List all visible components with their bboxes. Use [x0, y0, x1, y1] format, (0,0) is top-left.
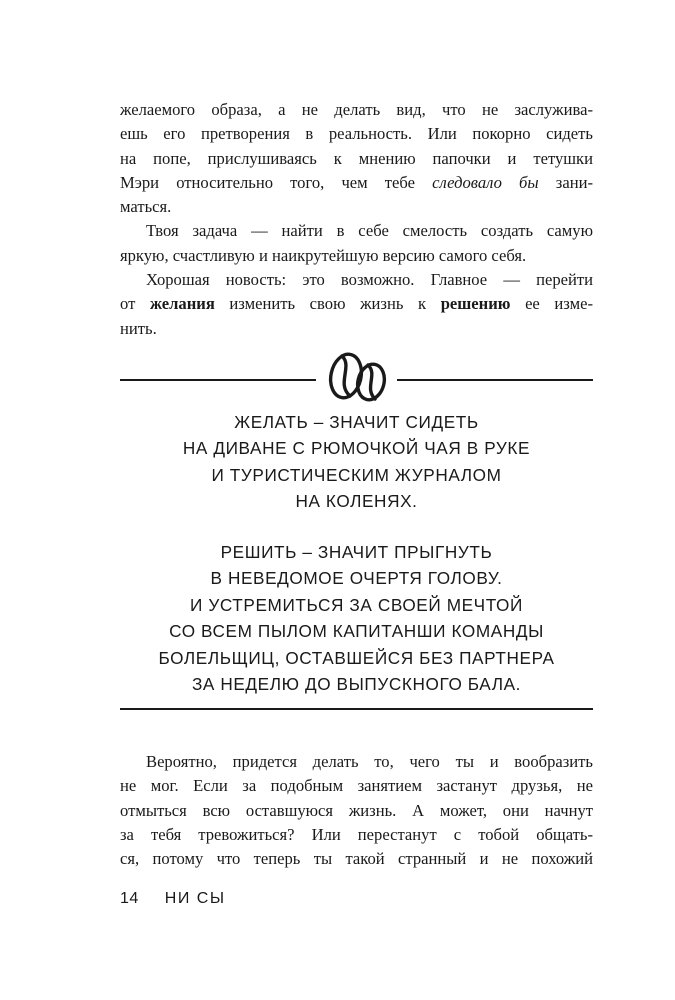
body-text-bottom — [120, 750, 593, 871]
text-line: на попе, прислушиваясь к мнению папочки и тетушки — [120, 148, 593, 168]
quote-line: РЕШИТЬ – ЗНАЧИТ ПРЫГНУТЬ — [220, 542, 493, 562]
text-line: Твоя задача — найти в себе смелость создать самую — [146, 221, 593, 241]
quote-line: ЖЕЛАТЬ – ЗНАЧИТ СИДЕТЬ — [234, 412, 479, 432]
text-run: Мэри относительно того, чем тебе — [120, 172, 433, 192]
quote-line: НА КОЛЕНЯХ. — [295, 491, 418, 512]
text-line — [120, 171, 593, 195]
text-run: ее изме- — [510, 294, 593, 314]
text-line: за тебя тревожиться? Или перестанут с тобой общать- — [120, 824, 593, 844]
divider-rule-right — [397, 379, 593, 381]
text-line: маться. — [120, 197, 172, 217]
divider-rule-left — [120, 379, 316, 381]
text-line: ся, потому что теперь ты такой странный и не похожий — [120, 849, 593, 869]
coffee-beans-icon — [322, 350, 392, 406]
text-line — [120, 292, 593, 316]
bold-text: решению — [440, 294, 511, 314]
quote-bottom-rule — [120, 708, 593, 710]
quote-line: И ТУРИСТИЧЕСКИМ ЖУРНАЛОМ — [211, 464, 502, 485]
text-line: отмыться всю оставшуюся жизнь. А может, они начнут — [120, 800, 593, 820]
body-text-top — [120, 98, 593, 341]
quote-block-decide — [120, 539, 593, 697]
ornament-divider — [120, 350, 593, 410]
text-line: не мог. Если за подобным занятием застанут друзья, не — [120, 776, 593, 796]
quote-line: ЗА НЕДЕЛЮ ДО ВЫПУСКНОГО БАЛА. — [191, 673, 522, 694]
quote-line: В НЕВЕДОМОЕ ОЧЕРТЯ ГОЛОВУ. — [210, 568, 503, 589]
bold-text: желания — [149, 294, 215, 314]
text-line: Хорошая новость: это возможно. Главное — перейти — [146, 270, 593, 290]
quote-line: СО ВСЕМ ПЫЛОМ КАПИТАНШИ КОМАНДЫ — [169, 621, 544, 642]
page-footer — [120, 890, 226, 908]
quote-line: БОЛЕЛЬЩИЦ, ОСТАВШЕЙСЯ БЕЗ ПАРТНЕРА — [158, 647, 555, 668]
text-line: желаемого образа, а не делать вид, что не заслужива- — [120, 100, 593, 119]
text-line: ешь его претворения в реальность. Или покорно сидеть — [120, 124, 593, 144]
text-line: нить. — [120, 318, 157, 338]
italic-text: следовало бы — [432, 172, 539, 192]
text-run: изменить свою жизнь к — [214, 294, 441, 314]
running-title: НИ СЫ — [164, 890, 226, 907]
quote-line: И УСТРЕМИТЬСЯ ЗА СВОЕЙ МЕЧТОЙ — [190, 594, 523, 615]
quote-line: НА ДИВАНЕ С РЮМОЧКОЙ ЧАЯ В РУКЕ — [182, 438, 531, 459]
page-number: 14 — [120, 890, 139, 907]
text-run: зани- — [538, 172, 593, 192]
quote-block-wish — [120, 409, 593, 515]
text-run: от — [120, 294, 150, 314]
text-line: яркую, счастливую и наикрутейшую версию самого себя. — [120, 245, 527, 265]
text-line: Вероятно, придется делать то, чего ты и вообразить — [146, 752, 593, 771]
